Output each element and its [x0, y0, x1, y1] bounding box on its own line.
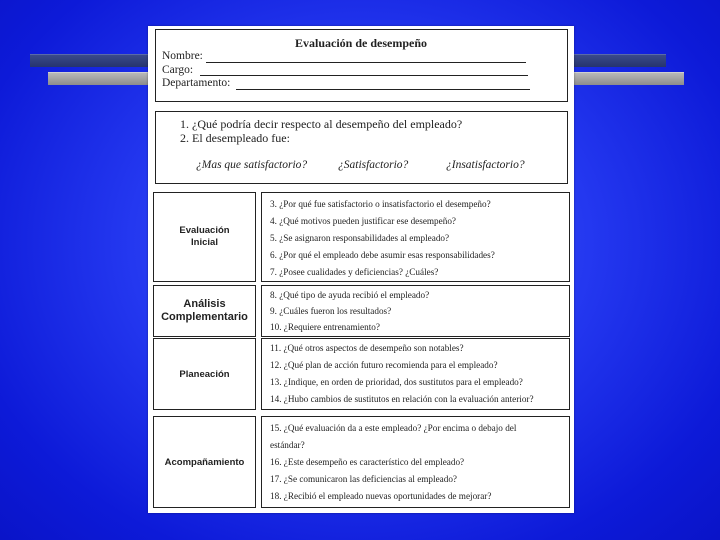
name-label: Nombre:: [162, 50, 203, 62]
section-label-text: Acompañamiento: [164, 456, 245, 468]
section-label-analisis-complementario: [153, 285, 256, 337]
question-1: 1. ¿Qué podría decir respecto al desempeño del empleado?: [180, 117, 463, 131]
question-5: 5. ¿Se asignaron responsabilidades al empleado?: [270, 233, 450, 243]
question-9: 9. ¿Cuáles fueron los resultados?: [270, 306, 392, 316]
question-10: 10. ¿Requiere entrenamiento?: [270, 322, 380, 332]
section-label-text: Análisis Complementario: [161, 298, 248, 323]
question-6: 6. ¿Por qué el empleado debe asumir esas responsabilidades?: [270, 250, 495, 260]
question-17: 17. ¿Se comunicaron las deficiencias al empleado?: [270, 474, 457, 484]
section-label-planeacion: [153, 338, 256, 410]
question-4: 4. ¿Qué motivos pueden justificar ese desempeño?: [270, 216, 456, 226]
question-3: 3. ¿Por qué fue satisfactorio o insatisfactorio el desempeño?: [270, 199, 491, 209]
question-15: 15. ¿Qué evaluación da a este empleado? ¿Por encima o debajo del: [270, 423, 517, 433]
section-label-evaluacion-inicial: [153, 192, 256, 282]
question-14: 14. ¿Hubo cambios de sustitutos en relación con la evaluación anterior?: [270, 394, 534, 404]
section-questions-planeacion: [261, 338, 570, 410]
option-unsatisfactory: ¿Insatisfactorio?: [446, 159, 525, 171]
question-15-continued: estándar?: [270, 440, 305, 450]
section-label-text: Evaluación Inicial: [179, 225, 230, 248]
department-label: Departamento:: [162, 77, 231, 89]
cargo-label: Cargo:: [162, 64, 194, 76]
question-2: 2. El desempleado fue:: [180, 131, 290, 145]
option-satisfactory: ¿Satisfactorio?: [338, 159, 409, 171]
form-title: Evaluación de desempeño: [294, 36, 427, 50]
name-line: [206, 62, 526, 63]
question-7: 7. ¿Posee cualidades y deficiencias? ¿Cuáles?: [270, 267, 439, 277]
question-12: 12. ¿Qué plan de acción futuro recomienda para el empleado?: [270, 360, 498, 370]
section-questions-analisis-complementario: [261, 285, 570, 337]
section-questions-acompanamiento: [261, 416, 570, 508]
question-8: 8. ¿Qué tipo de ayuda recibió el empleado?: [270, 290, 430, 300]
question-13: 13. ¿Indique, en orden de prioridad, dos sustitutos para el empleado?: [270, 377, 523, 387]
evaluation-form-document: [148, 26, 574, 513]
cargo-line: [200, 75, 528, 76]
question-18: 18. ¿Recibió el empleado nuevas oportunidades de mejorar?: [270, 491, 492, 501]
section-label-acompanamiento: [153, 416, 256, 508]
question-16: 16. ¿Este desempeño es característico del empleado?: [270, 457, 465, 467]
question-11: 11. ¿Qué otros aspectos de desempeño son notables?: [270, 343, 464, 353]
department-line: [236, 89, 530, 90]
option-more-than-satisfactory: ¿Mas que satisfactorio?: [196, 159, 308, 171]
section-label-text: Planeación: [179, 368, 230, 380]
section-questions-evaluacion-inicial: [261, 192, 570, 282]
